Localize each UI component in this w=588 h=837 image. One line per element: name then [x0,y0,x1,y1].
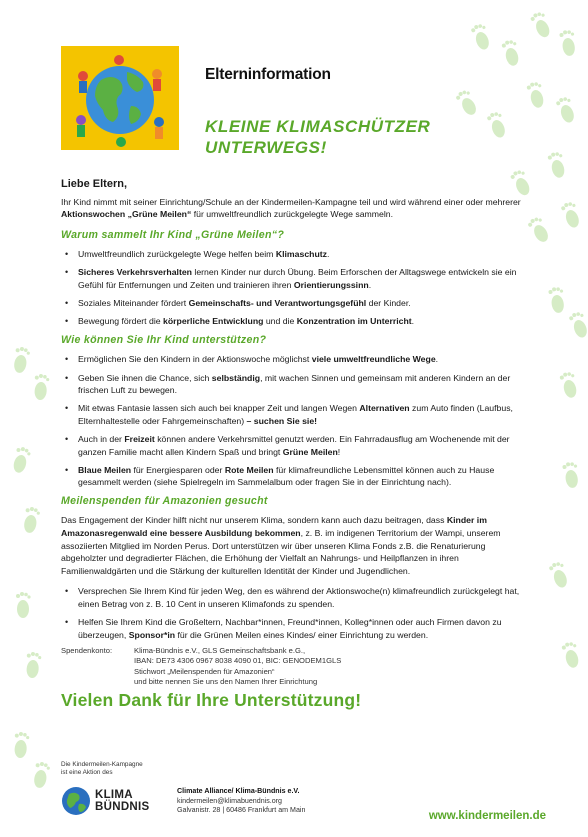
footprint-icon [6,443,35,478]
contact-block [177,787,305,816]
footprint-icon [558,458,585,491]
list-item: • Sicheres Verkehrsverhalten lernen Kinder nur durch Übung. Beim Erforschen der Alltagswege entwickeln sie ein Gefühl für Entfernungen und Zeiten und trainieren ihren Orientierungssinn. [61,266,533,291]
list-item: • Helfen Sie Ihrem Kind die Großeltern, Nachbar*innen, Freund*innen, Kolleg*innen oder auch Firmen davon zu überzeugen, Sponsor*in für die Grünen Meilen eines Kindes/ einer Einrichtung zu werden. [61,616,533,641]
section-heading-how: Wie können Sie Ihr Kind unterstützen? [61,333,267,346]
footprint-icon [496,36,525,71]
footprint-icon [18,503,45,536]
greeting: Liebe Eltern, [61,178,128,190]
section-heading-why: Warum sammelt Ihr Kind „Grüne Meilen“? [61,228,285,241]
letter-body [61,178,533,711]
list-item: • Blaue Meilen für Energiesparen oder Rote Meilen für klimafreundliche Lebensmittel können auch zu Hause gesammelt werden (siehe Spielregeln im Sammelalbum oder fragen Sie in der Einrichtung nach). [61,464,533,489]
donations-list [61,585,533,641]
footprint-icon [544,283,571,316]
bank-account-details: Klima-Bündnis e.V., GLS Gemeinschaftsbank e.G., IBAN: DE73 4306 0967 8038 4090 01, BIC: GENODEM1GLS Stichwort „Meilenspenden für Amazonien“ und bitte nennen Sie uns den Namen Ihrer Einrichtung [134,646,342,686]
list-item: • Umweltfreundlich zurückgelegte Wege helfen beim Klimaschutz. [61,248,533,261]
footprint-icon [466,19,497,55]
footprint-icon [564,307,588,343]
contact-address: Galvanistr. 28 | 60486 Frankfurt am Main [177,806,306,814]
footprint-icon [12,590,34,620]
footprint-icon [29,371,54,403]
list-item: • Geben Sie ihnen die Chance, sich selbständig, mit wachen Sinnen und gemeinsam mit anderen Kindern an der frischen Luft zu bewegen. [61,372,533,397]
donations-paragraph: Das Engagement der Kinder hilft nicht nur unserem Klima, sondern kann auch dazu beitragen, dass Kinder im Amazonasregenwald eine bessere Ausbildung bekommen, z. B. im indigenen Territorium der Wampi, unserem assoziierten Mitglied im Norden Perus. Dort unterstützen wir über unseren Klima Fonds z.B. die Renaturierung abgeholzter und degradierter Flächen, die Erhöhung der Vielfalt an Nahrungs- und Heilpflanzen in ihren Familienwaldgärten und die Stärkung der kulturellen Identität der Kinder und Jugendlichen. [61,515,501,576]
list-item: • Ermöglichen Sie den Kindern in der Aktionswoche möglichst viele umweltfreundliche Wege. [61,353,533,366]
list-item: • Bewegung fördert die körperliche Entwicklung und die Konzentration im Unterricht. [61,315,533,328]
footprint-icon [544,557,575,593]
globe-children-illustration [61,46,179,150]
footprint-icon [556,197,587,233]
footprint-icon [482,107,513,143]
footprint-icon [21,649,46,681]
section-heading-donations: Meilenspenden für Amazonien gesucht [61,494,268,507]
website-link[interactable]: www.kindermeilen.de [428,810,546,822]
footprint-icon [551,92,582,128]
footprint-icon [556,638,585,673]
footprint-icon [450,85,484,122]
bank-account-label: Spendenkonto: [61,646,113,656]
globe-icon [61,46,179,150]
thank-you-heading: Vielen Dank für Ihre Unterstützung! [61,690,362,711]
klima-buendnis-globe-icon [61,786,91,816]
footprint-icon [28,758,55,791]
how-list [61,353,533,488]
list-item: • Versprechen Sie Ihrem Kind für jeden Weg, den es während der Aktionswoche(n) klimafreundlich zurückgelegt hat, einen Betrag von z. B. 10 Cent in unseren Klimafonds zu spenden. [61,585,533,610]
why-list [61,248,533,327]
footprint-icon [554,368,583,403]
contact-email[interactable]: kindermeilen@klimabuendnis.org [177,796,282,805]
list-item: • Auch in der Freizeit können andere Verkehrsmittel genutzt werden. Ein Fahrradausflug am Wochenende mit der ganzen Familie macht allen Kindern Spaß und bringt Grüne Meilen! [61,433,533,458]
klima-buendnis-wordmark: KLIMA BÜNDNIS [95,789,150,813]
klima-buendnis-logo [61,786,150,816]
intro-paragraph: Ihr Kind nimmt mit seiner Einrichtung/Schule an der Kindermeilen-Kampagne teil und wird während einer oder mehrerer Aktionswochen „Grüne Meilen“ für umweltfreundlich zurückgelegte Wege sammeln. [61,196,521,220]
footprint-icon [521,78,550,113]
page-title: Elterninformation [205,66,331,83]
footprint-icon [525,7,558,43]
organization-name: Climate Alliance/ Klima-Bündnis e.V. [177,787,300,795]
list-item: • Mit etwas Fantasie lassen sich auch bei knapper Zeit und langen Wegen Alternativen zum Auto finden (Laufbus, Elternhaltestelle oder Fahrgemeinschaften) – suchen Sie sie! [61,402,533,427]
bank-account [61,646,533,687]
page-subtitle: KLEINE KLIMASCHÜTZER UNTERWEGS! [205,117,431,157]
campaign-note: Die Kindermeilen-Kampagne ist eine Aktion des [61,761,143,776]
list-item: • Soziales Miteinander fördert Gemeinschafts- und Verantwortungsgefühl der Kinder. [61,297,533,310]
footprint-icon [542,148,571,183]
footprint-icon [555,26,582,59]
footprint-icon [9,729,34,761]
